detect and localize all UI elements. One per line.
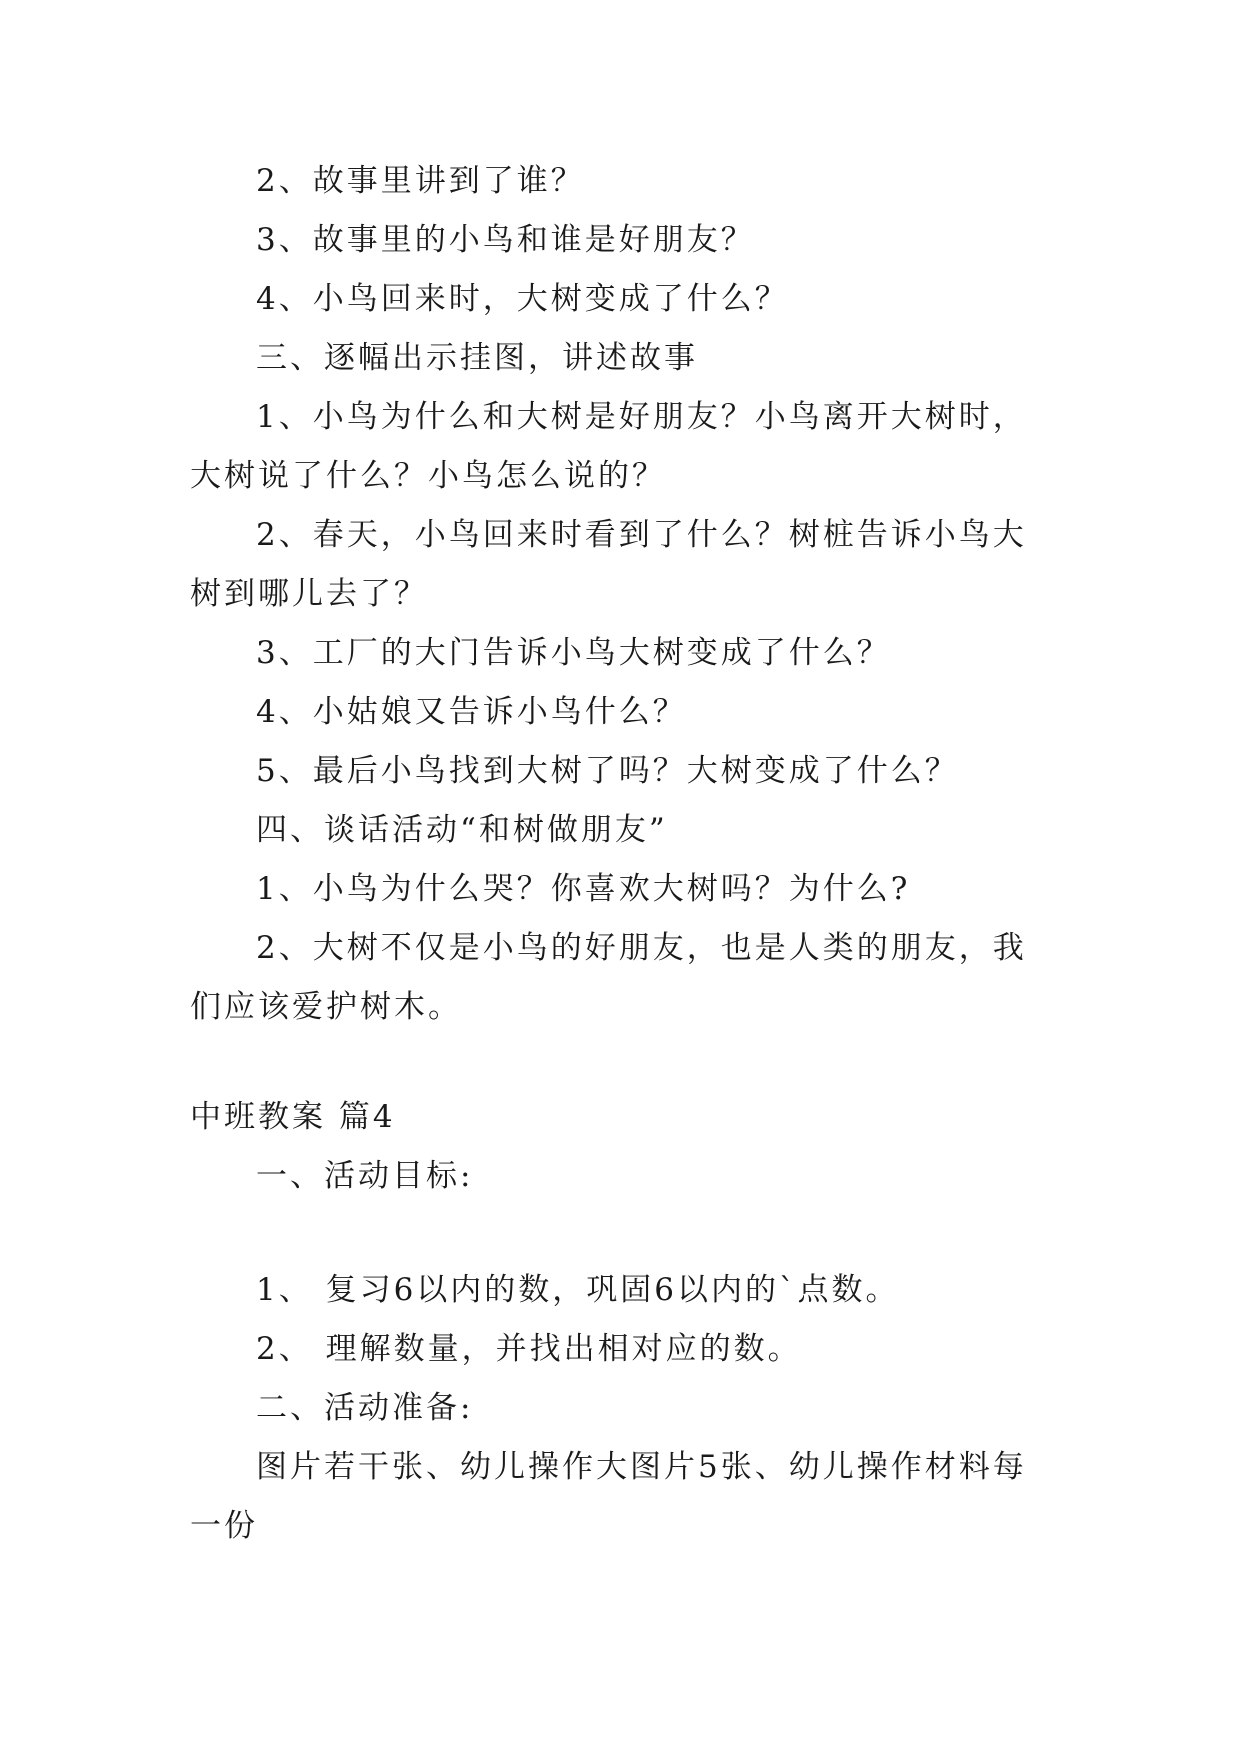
- paragraph: 2、 理解数量，并找出相对应的数。: [256, 1331, 802, 1367]
- paragraph: 2、大树不仅是小鸟的好朋友，也是人类的朋友，我们应该爱护树木。: [190, 930, 1027, 1025]
- paragraph: 1、小鸟为什么和大树是好朋友？小鸟离开大树时，大树说了什么？小鸟怎么说的？: [190, 399, 1027, 494]
- paragraph: 3、故事里的小鸟和谁是好朋友？: [256, 222, 755, 258]
- paragraph: 4、小姑娘又告诉小鸟什么？: [256, 694, 687, 730]
- paragraph: 3、工厂的大门告诉小鸟大树变成了什么？: [256, 635, 891, 671]
- section-heading: 一、活动目标:: [256, 1158, 474, 1194]
- section-heading: 四、谈话活动“和树做朋友”: [256, 812, 668, 848]
- paragraph: 1、 复习6以内的数，巩固6以内的`点数。: [256, 1272, 900, 1308]
- paragraph: 4、小鸟回来时，大树变成了什么？: [256, 281, 789, 317]
- paragraph: 2、春天，小鸟回来时看到了什么？树桩告诉小鸟大树到哪儿去了？: [190, 517, 1027, 612]
- paragraph: 图片若干张、幼儿操作大图片5张、幼儿操作材料每一份: [190, 1449, 1027, 1544]
- section-heading: 三、逐幅出示挂图，讲述故事: [256, 340, 698, 376]
- section-heading: 二、活动准备:: [256, 1390, 474, 1426]
- paragraph: 5、最后小鸟找到大树了吗？大树变成了什么？: [256, 753, 959, 789]
- paragraph: 1、小鸟为什么哭？你喜欢大树吗？为什么?: [256, 871, 911, 907]
- document-title: 中班教案 篇4: [190, 1099, 396, 1135]
- paragraph: 2、故事里讲到了谁？: [256, 163, 585, 199]
